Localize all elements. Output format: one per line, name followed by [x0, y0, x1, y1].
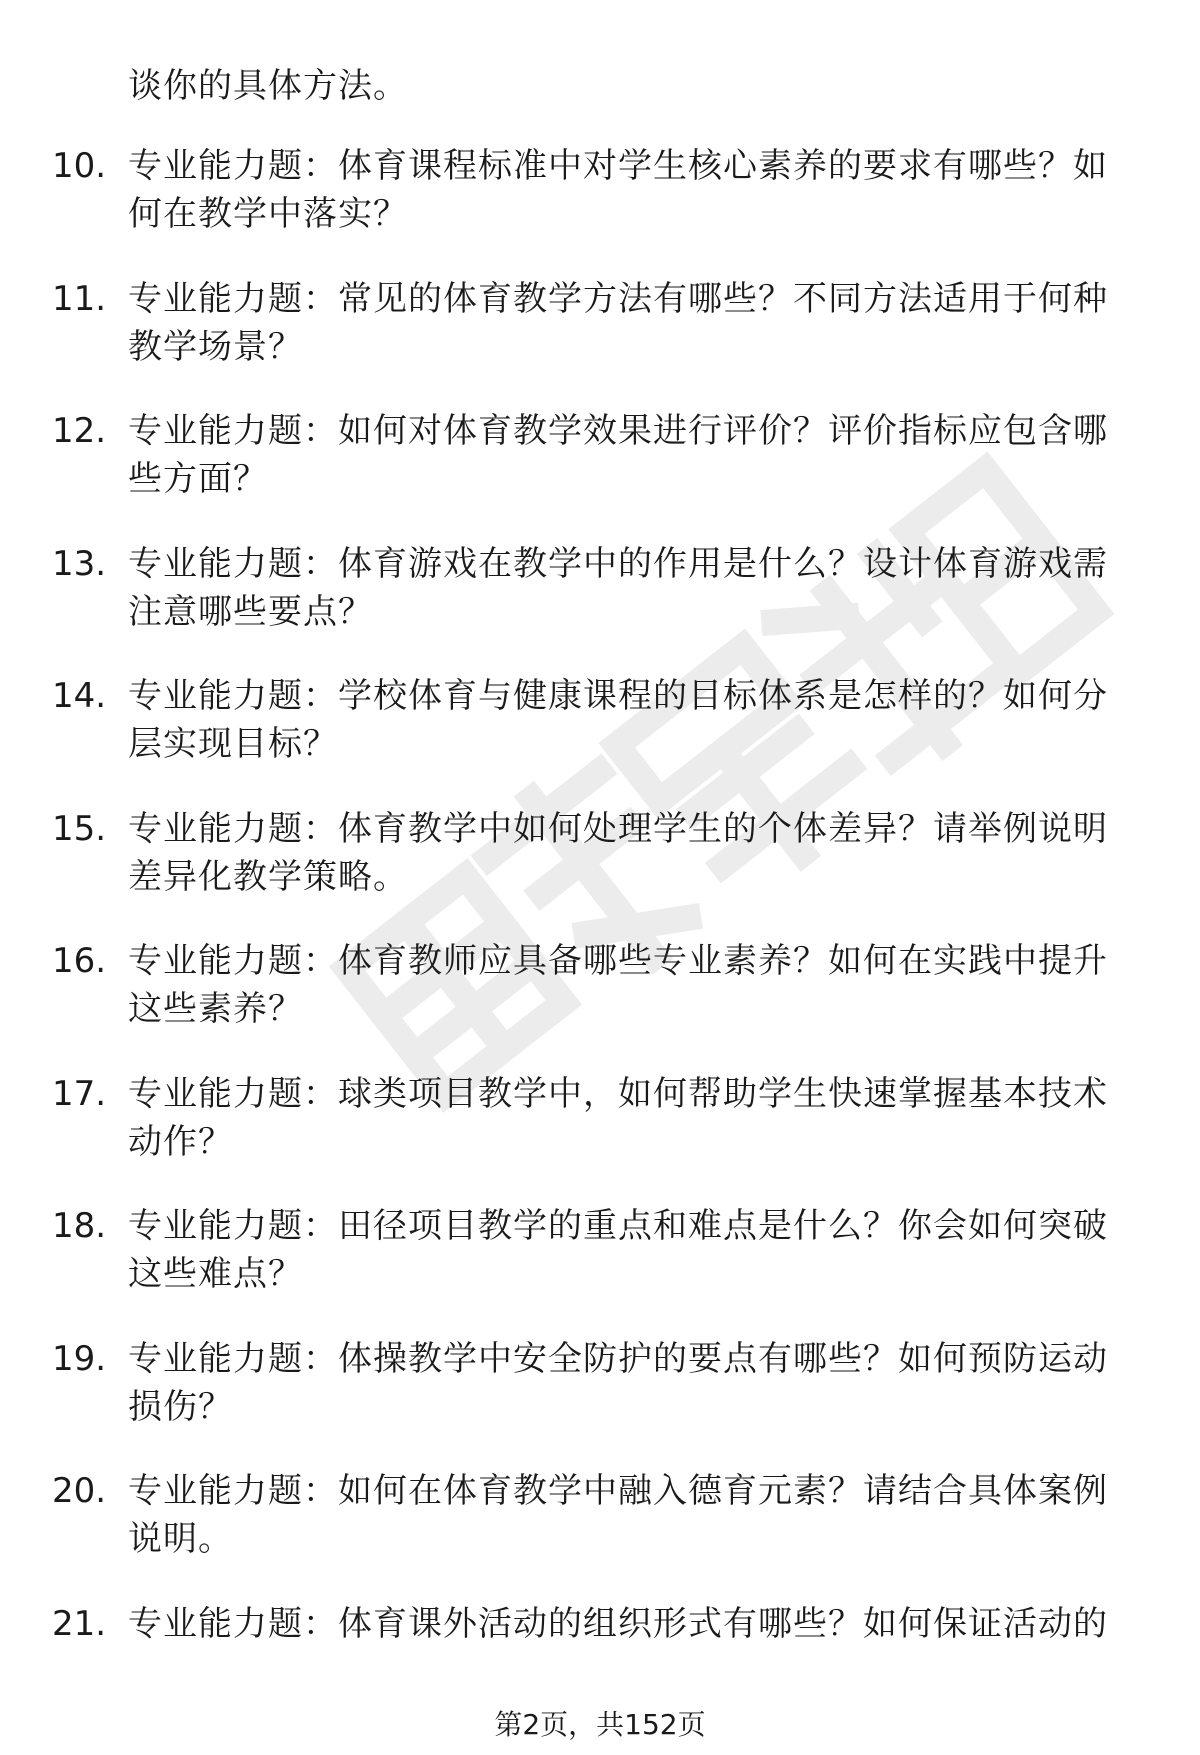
list-item — [0, 407, 1200, 540]
question-text: 专业能力题：常见的体育教学方法有哪些？不同方法适用于何种教学场景？ — [128, 278, 1108, 367]
list-item — [0, 937, 1200, 1070]
question-number: 18. — [52, 1206, 107, 1246]
list-item — [0, 1467, 1200, 1600]
question-text: 专业能力题：体操教学中安全防护的要点有哪些？如何预防运动损伤？ — [128, 1338, 1108, 1427]
list-item — [0, 1335, 1200, 1468]
list-item — [0, 672, 1200, 805]
question-number: 20. — [52, 1471, 107, 1511]
continuation-text: 谈你的具体方法。 — [128, 66, 408, 106]
question-number: 16. — [52, 941, 107, 981]
question-text: 专业能力题：体育教师应具备哪些专业素养？如何在实践中提升这些素养？ — [128, 941, 1108, 1029]
question-text: 专业能力题：体育游戏在教学中的作用是什么？设计体育游戏需注意哪些要点？ — [128, 543, 1108, 632]
list-item — [0, 540, 1200, 673]
question-number: 21. — [52, 1603, 107, 1644]
list-item — [0, 1070, 1200, 1203]
question-text: 专业能力题：如何在体育教学中融入德育元素？请结合具体案例说明。 — [128, 1471, 1108, 1559]
question-number: 11. — [52, 278, 107, 319]
question-number: 14. — [52, 676, 107, 716]
question-number: 13. — [52, 543, 107, 584]
list-item — [0, 805, 1200, 938]
question-text: 专业能力题：如何对体育教学效果进行评价？评价指标应包含哪些方面？ — [128, 411, 1108, 499]
question-number: 15. — [52, 808, 107, 849]
question-list — [0, 142, 1200, 1732]
question-text: 专业能力题：体育教学中如何处理学生的个体差异？请举例说明差异化教学策略。 — [128, 808, 1108, 897]
question-text: 专业能力题：球类项目教学中，如何帮助学生快速掌握基本技术动作？ — [128, 1073, 1108, 1162]
list-item — [0, 1202, 1200, 1335]
question-text: 专业能力题：体育课程标准中对学生核心素养的要求有哪些？如何在教学中落实？ — [128, 146, 1108, 234]
list-item — [0, 142, 1200, 275]
question-number: 19. — [52, 1338, 107, 1379]
page-footer: 第2页，共152页 — [494, 1708, 706, 1741]
question-text: 专业能力题：田径项目教学的重点和难点是什么？你会如何突破这些难点？ — [128, 1206, 1108, 1294]
question-number: 10. — [52, 146, 107, 186]
question-text: 专业能力题：体育课外活动的组织形式有哪些？如何保证活动的 — [128, 1603, 1108, 1644]
list-item — [0, 275, 1200, 408]
question-text: 专业能力题：学校体育与健康课程的目标体系是怎样的？如何分层实现目标？ — [128, 676, 1108, 764]
question-number: 12. — [52, 411, 107, 451]
question-number: 17. — [52, 1073, 107, 1114]
